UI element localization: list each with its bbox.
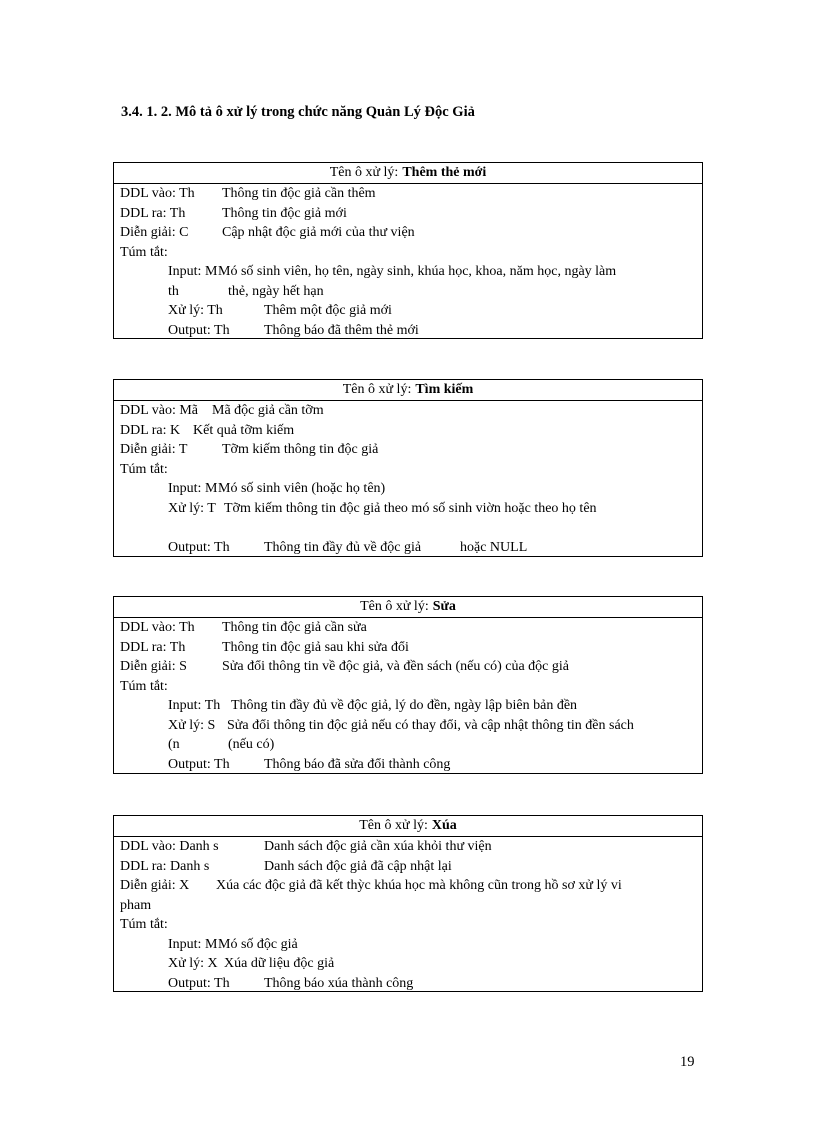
title-prefix: Tên ô xử lý: (329, 165, 399, 180)
ddl-out-line: DDL ra: Danh s Danh sách độc giả đã cập nhật lại (120, 858, 452, 874)
title-prefix: Tên ô xử lý: (359, 818, 428, 833)
ddl-in-line: DDL vào: Mã Mã độc giả cần tỡm (120, 403, 324, 418)
process-box-add-card (113, 162, 703, 339)
summary-label: Túm tắt: (120, 461, 168, 477)
output-line: Output: Th Thông báo đã thêm thẻ mới (168, 322, 419, 338)
box-title (114, 163, 702, 184)
ddl-in-line: DDL vào: Th Thông tin độc giả cần sửa (120, 620, 367, 635)
blank-line (120, 518, 698, 538)
input-line: Input: Th Thông tin đầy đủ về độc giả, lý do đền, ngày lập biên bản đền (168, 698, 578, 713)
process-line: Xử lý: T Tỡm kiếm thông tin độc giả theo mó số sinh viờn hoặc theo họ tên (168, 500, 597, 516)
box-title (114, 380, 702, 401)
output-line: Output: Th Thông báo xúa thành công (168, 975, 414, 991)
input-line: Input: M Mó số độc giả (168, 936, 298, 952)
process-name: Xúa (431, 818, 457, 833)
process-line: Xử lý: Th Thêm một độc giả mới (168, 303, 392, 318)
process-name: Sửa (432, 599, 456, 614)
title-prefix: Tên ô xử lý: (360, 599, 429, 614)
explanation-line: Diễn giải: S Sửa đổi thông tin về độc giả, và đền sách (nếu có) của độc giả (120, 659, 569, 674)
process-name: Thêm thẻ mới (402, 165, 487, 180)
output-line: Output: Th Thông báo đã sửa đổi thành công (168, 756, 451, 772)
explanation-line: Diễn giải: C Cập nhật độc giả mới của thư viện (120, 225, 415, 240)
box-title (114, 597, 702, 618)
page-number: 19 (680, 1054, 695, 1070)
input-line: Input: M Mó số sinh viên (hoặc họ tên) (168, 481, 386, 496)
title-prefix: Tên ô xử lý: (342, 382, 412, 397)
ddl-in-line: DDL vào: Danh s Danh sách độc giả cần xúa khỏi thư viện (120, 839, 492, 854)
process-box-search (113, 379, 703, 557)
section-heading: 3.4. 1. 2. Mô tả ô xử lý trong chức năng Quản Lý Độc Giả (121, 104, 475, 120)
ddl-out-line: DDL ra: Th Thông tin độc giả mới (120, 205, 347, 221)
summary-label: Túm tắt: (120, 678, 168, 694)
box-title (114, 816, 702, 837)
output-line: Output: Th Thông tin đầy đủ về độc giả hoặc NULL (168, 539, 528, 555)
explanation-line: Diễn giải: T Tỡm kiếm thông tin độc giả (120, 442, 379, 457)
process-continuation-line: (n (nếu có) (168, 737, 275, 752)
process-line: Xử lý: S Sửa đổi thông tin độc giả nếu có thay đổi, và cập nhật thông tin đền sách (168, 717, 634, 733)
input-line: Input: M Mó số sinh viên, họ tên, ngày sinh, khúa học, khoa, năm học, ngày làm (168, 264, 617, 279)
process-name: Tìm kiếm (415, 382, 474, 397)
process-box-delete (113, 815, 703, 992)
ddl-in-line: DDL vào: Th Thông tin độc giả cần thêm (120, 186, 376, 201)
process-box-edit (113, 596, 703, 774)
process-line: Xử lý: X Xúa dữ liệu độc giả (168, 956, 335, 971)
summary-label: Túm tắt: (120, 244, 168, 260)
summary-label: Túm tắt: (120, 917, 168, 932)
explanation-continuation-line: pham (120, 897, 152, 913)
ddl-out-line: DDL ra: Th Thông tin độc giả sau khi sửa đổi (120, 639, 409, 655)
explanation-line: Diễn giải: X Xúa các độc giả đã kết thỳc khúa học mà không cũn trong hồ sơ xử lý vi (120, 878, 622, 893)
ddl-out-line: DDL ra: K Kết quả tỡm kiếm (120, 422, 295, 438)
input-continuation-line: th thẻ, ngày hết hạn (168, 283, 324, 299)
